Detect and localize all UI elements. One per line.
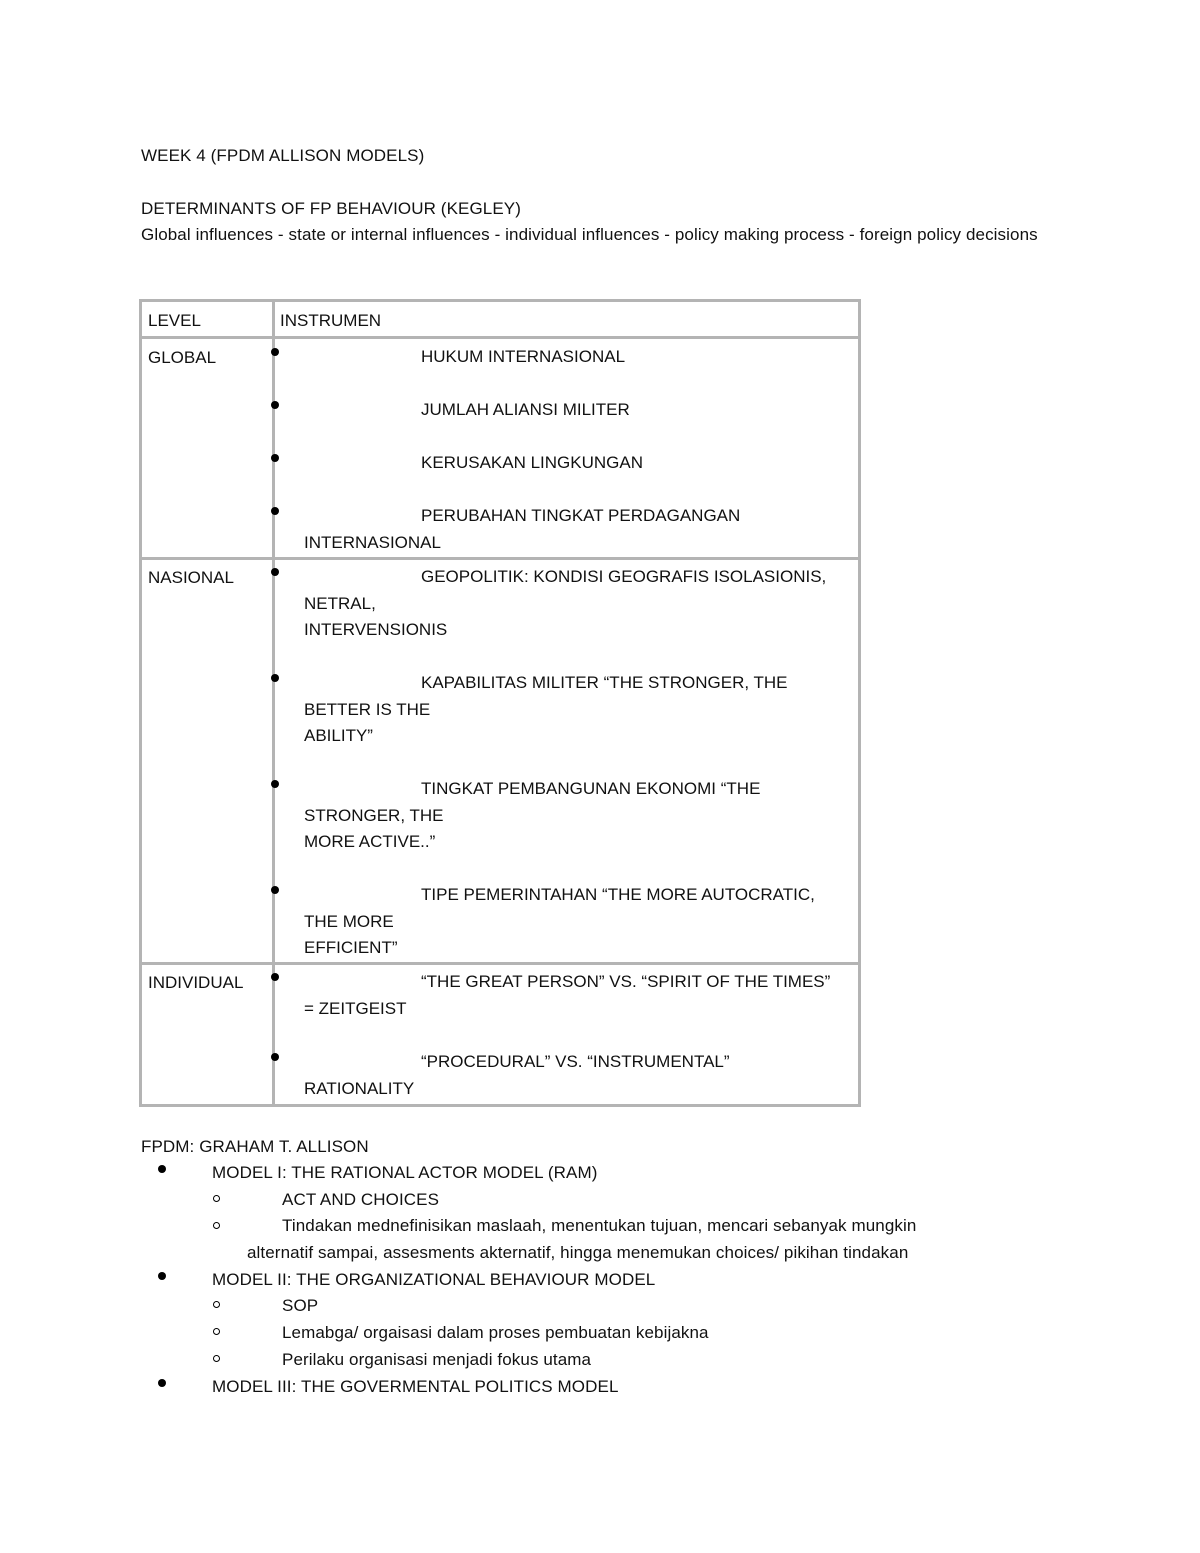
bullet-icon — [158, 1165, 166, 1173]
bullet-icon — [271, 886, 279, 894]
row-divider — [142, 962, 858, 965]
bullet-icon — [271, 780, 279, 788]
bullet-icon — [271, 507, 279, 515]
model-1-sub-2: Tindakan mednefinisikan maslaah, menentukan tujuan, mencari sebanyak mungkin — [282, 1216, 917, 1235]
item-text: PERUBAHAN TINGKAT PERDAGANGAN — [421, 506, 741, 525]
item-text: TIPE PEMERINTAHAN “THE MORE AUTOCRATIC, — [421, 885, 815, 904]
circle-bullet-icon — [213, 1301, 220, 1308]
bullet-icon — [271, 454, 279, 462]
bullet-icon — [271, 1053, 279, 1061]
item-text-continued: = ZEITGEIST — [304, 998, 407, 1018]
bullet-icon — [271, 973, 279, 981]
item-text-continued: INTERNASIONAL — [304, 532, 441, 552]
list-item — [304, 969, 830, 1022]
item-text-continued: INTERVENSIONIS — [304, 620, 448, 639]
fpdm-heading: FPDM: GRAHAM T. ALLISON — [141, 1137, 369, 1156]
item-text: GEOPOLITIK: KONDISI GEOGRAFIS ISOLASIONIS, — [421, 567, 827, 586]
bullet-icon — [158, 1272, 166, 1280]
determinants-heading: DETERMINANTS OF FP BEHAVIOUR (KEGLEY) — [141, 199, 521, 218]
item-text-continued: THE MORE — [304, 911, 394, 931]
model-1-sub-1: ACT AND CHOICES — [282, 1190, 440, 1209]
header-level: LEVEL — [148, 311, 201, 330]
bullet-icon — [158, 1379, 166, 1387]
page-title: WEEK 4 (FPDM ALLISON MODELS) — [141, 146, 425, 165]
model-1-sub-2-continued: alternatif sampai, assesments akternatif, hingga menemukan choices/ pikihan tindakan — [247, 1243, 909, 1262]
list-item — [304, 670, 788, 750]
item-text: JUMLAH ALIANSI MILITER — [421, 400, 630, 419]
bullet-icon — [271, 674, 279, 682]
item-text: KERUSAKAN LINGKUNGAN — [421, 453, 643, 472]
circle-bullet-icon — [213, 1328, 220, 1335]
model-2: MODEL II: THE ORGANIZATIONAL BEHAVIOUR MODEL — [212, 1270, 656, 1289]
list-item — [304, 503, 740, 556]
list-item — [304, 776, 760, 856]
list-item — [304, 1049, 730, 1102]
determinants-text: Global influences - state or internal influences - individual influences - policy making process - foreign policy decisions — [141, 225, 1038, 244]
item-text: TINGKAT PEMBANGUNAN EKONOMI “THE — [421, 779, 761, 798]
item-text: HUKUM INTERNASIONAL — [421, 347, 626, 366]
column-divider — [272, 302, 275, 1104]
circle-bullet-icon — [213, 1195, 220, 1202]
model-2-sub-2: Lemabga/ orgaisasi dalam proses pembuatan kebijakna — [282, 1323, 709, 1342]
bullet-icon — [271, 401, 279, 409]
row-divider — [142, 336, 858, 339]
item-text: “THE GREAT PERSON” VS. “SPIRIT OF THE TIMES” — [421, 972, 831, 991]
list-item — [304, 397, 630, 424]
level-global: GLOBAL — [148, 348, 217, 367]
levels-table — [139, 299, 861, 1107]
level-nasional: NASIONAL — [148, 568, 234, 587]
item-text: KAPABILITAS MILITER “THE STRONGER, THE — [421, 673, 788, 692]
item-text: “PROCEDURAL” VS. “INSTRUMENTAL” — [421, 1052, 730, 1071]
level-individual: INDIVIDUAL — [148, 973, 244, 992]
circle-bullet-icon — [213, 1222, 220, 1229]
model-2-sub-3: Perilaku organisasi menjadi fokus utama — [282, 1350, 592, 1369]
item-text-continued: RATIONALITY — [304, 1078, 415, 1098]
item-text-continued: BETTER IS THE — [304, 699, 431, 719]
list-item — [304, 882, 815, 962]
list-item — [304, 564, 826, 644]
header-instrumen: INSTRUMEN — [280, 311, 382, 330]
model-1: MODEL I: THE RATIONAL ACTOR MODEL (RAM) — [212, 1163, 598, 1182]
bullet-icon — [271, 568, 279, 576]
list-item — [304, 344, 625, 371]
item-text-continued: EFFICIENT” — [304, 938, 398, 957]
circle-bullet-icon — [213, 1355, 220, 1362]
bullet-icon — [271, 348, 279, 356]
item-text-continued: MORE ACTIVE..” — [304, 832, 436, 851]
model-3: MODEL III: THE GOVERMENTAL POLITICS MODEL — [212, 1377, 619, 1396]
row-divider — [142, 557, 858, 560]
item-text-continued: ABILITY” — [304, 726, 373, 745]
model-2-sub-1: SOP — [282, 1296, 319, 1315]
item-text-continued: NETRAL, — [304, 593, 376, 613]
item-text-continued: STRONGER, THE — [304, 805, 444, 825]
list-item — [304, 450, 643, 477]
